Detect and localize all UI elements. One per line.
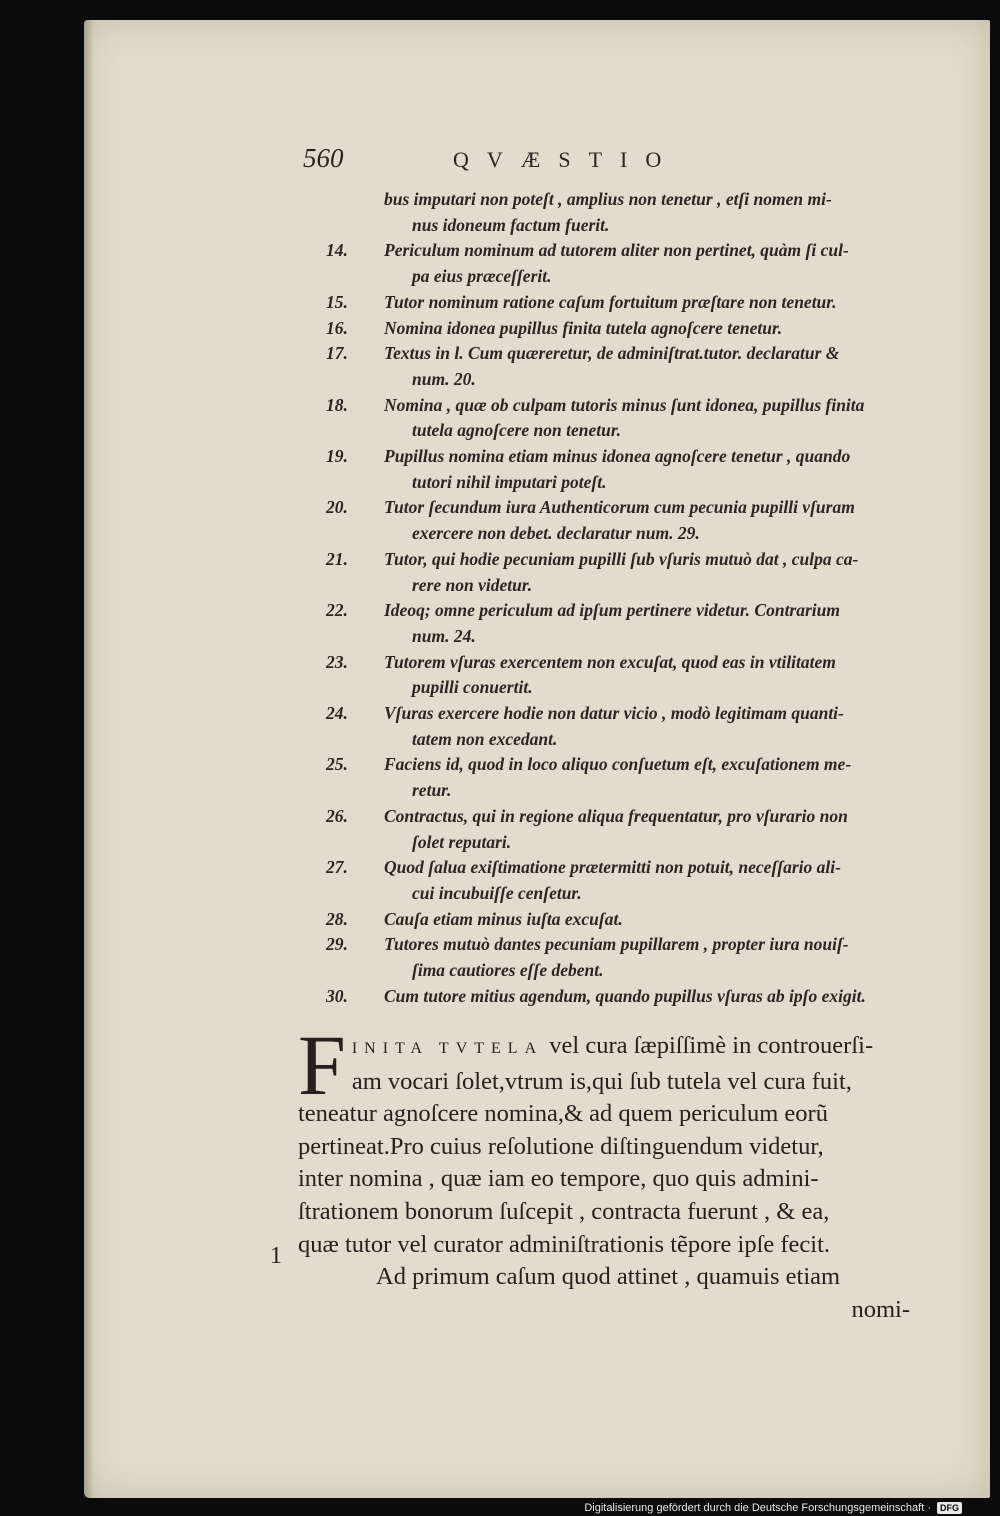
page-header [303,143,943,177]
summary-item [322,855,927,881]
summary-item-text: Tutor nominum ratione caſum fortuitum præſtare non tenetur. [384,291,837,312]
summary-item-number: 24. [326,703,348,724]
page-edge-shadow [84,20,94,1498]
body-text [298,1017,918,1326]
summary-item-number: 23. [326,651,348,672]
summary-item-number: 21. [326,548,348,569]
summary-item-text: Cum tutore mitius agendum, quando pupillus vſuras ab ipſo exigit. [384,985,866,1006]
summary-item [322,778,927,804]
paragraph-2-line: Ad primum caſum quod attinet , quamuis etiam [376,1263,841,1291]
summary-item-number: 17. [326,343,348,364]
summary-item-text: pupilli conuertit. [412,677,533,698]
summary-item-text: Tutor ſecundum iura Authenticorum cum pecunia pupilli vſuram [384,497,855,518]
summary-item [322,264,927,290]
summary-item-number: 27. [326,857,348,878]
summary-item-number [322,778,384,804]
summary-item [322,907,927,933]
body-line-3: teneatur agnoſcere nomina,& ad quem periculum eorũ [298,1100,828,1128]
summary-item-text: pa eius præceſſerit. [412,266,552,287]
summary-item-text: bus imputari non poteſt , amplius non tenetur , etſi nomen mi- [384,189,832,209]
summary-item [322,958,927,984]
summary-item-text: retur. [412,780,452,801]
summary-item [322,830,927,856]
summary-item [322,290,927,316]
body-line-7: quæ tutor vel curator adminiſtrationis tẽpore ipſe fecit. [298,1230,831,1258]
summary-item-text: rere non videtur. [412,574,533,595]
body-line-5: inter nomina , quæ iam eo tempore, quo quis admini- [298,1165,819,1193]
summary-item-text: Ideoq; omne periculum ad ipſum pertinere videtur. Contrarium [384,600,841,621]
summary-item-text: Periculum nominum ad tutorem aliter non pertinet, quàm ſi cul- [384,240,849,261]
summary-item [322,367,927,393]
summary-item-number: 30. [326,985,348,1006]
footer-credit-text: Digitalisierung gefördert durch die Deutsche Forschungsgemeinschaft · [584,1502,931,1514]
body-line-1-text: vel cura ſæpiſſimè in controuerſi- [543,1032,874,1059]
summary-item-text: Pupillus nomina etiam minus idonea agnoſcere tenetur , quando [384,446,851,467]
summary-item-text: Nomina idonea pupillus finita tutela agnoſcere tenetur. [384,317,783,338]
summary-item-text: Vſuras exercere hodie non datur vicio , modò legitimam quanti- [384,703,844,724]
summary-item [322,804,927,830]
summary-item-number [322,727,384,753]
summary-item-text: cui incubuiſſe cenſetur. [412,882,582,903]
summary-item-number [322,521,384,547]
summary-item [322,650,927,676]
summary-item-text: num. 20. [412,368,476,389]
summary-item [322,470,927,496]
summary-item-text: num. 24. [412,625,476,646]
body-line-6: ſtrationem bonorum ſuſcepit , contracta fuerunt , & ea, [298,1197,830,1225]
summary-item [322,316,927,342]
summary-item [322,752,927,778]
summary-item [322,444,927,470]
page-number: 560 [303,143,344,173]
summary-item-number [322,213,384,239]
footer-credit [584,1502,962,1514]
summary-item-number: 14. [326,240,348,261]
marginal-number: 1 [270,1243,282,1269]
summary-item [322,984,927,1010]
drop-cap: F [298,1017,346,1113]
summary-item-number [322,367,384,393]
summary-item [322,495,927,521]
summary-item-number: 29. [326,934,348,955]
summary-item-text: nus idoneum factum fuerit. [412,214,610,235]
summary-item [322,881,927,907]
summary-item-number [322,187,384,213]
catchword: nomi- [851,1295,910,1323]
body-line-2: am vocari ſolet,vtrum is,qui ſub tutela vel cura fuit, [351,1067,852,1095]
running-title: QVÆSTIO [453,147,680,172]
summary-item [322,238,927,264]
summary-item [322,727,927,753]
summary-item-number [322,675,384,701]
summary-item [322,187,927,213]
summary-item-number [322,624,384,650]
summary-item-number [322,418,384,444]
summary-list [322,187,927,1010]
summary-item [322,675,927,701]
summary-item-text: Nomina , quæ ob culpam tutoris minus ſunt idonea, pupillus finita [384,394,865,415]
summary-item [322,213,927,239]
body-line-1 [298,1030,918,1066]
summary-item-text: exercere non debet. declaratur num. 29. [412,523,700,544]
summary-item-number [322,958,384,984]
summary-item-number: 22. [326,600,348,621]
summary-item-text: Cauſa etiam minus iuſta excuſat. [384,908,623,929]
summary-item-text: Tutorem vſuras exercentem non excuſat, quod eas in vtilitatem [384,651,836,672]
summary-item [322,521,927,547]
summary-item-number: 20. [326,497,348,518]
summary-item [322,393,927,419]
summary-item-text: Quod ſalua exiſtimatione prætermitti non potuit, neceſſario ali- [384,857,841,878]
summary-item-number: 25. [326,754,348,775]
summary-item [322,418,927,444]
summary-item-text: ſolet reputari. [412,831,512,852]
body-line-4: pertineat.Pro cuius reſolutione diſtinguendum videtur, [298,1132,824,1160]
summary-item [322,573,927,599]
summary-item-text: Textus in l. Cum quæreretur, de adminiſtrat.tutor. declaratur & [384,343,840,364]
summary-item-text: tutori nihil imputari poteſt. [412,471,607,492]
summary-item [322,701,927,727]
summary-item-number [322,830,384,856]
summary-item-number [322,573,384,599]
summary-item [322,341,927,367]
summary-item-number: 15. [326,291,348,312]
summary-item [322,598,927,624]
summary-item-number: 16. [326,317,348,338]
dfg-logo: DFG [937,1502,962,1514]
summary-item-text: Contractus, qui in regione aliqua frequentatur, pro vſurario non [384,805,848,826]
summary-item-number [322,881,384,907]
summary-item-number: 19. [326,446,348,467]
summary-item-number [322,264,384,290]
summary-item-text: Tutor, qui hodie pecuniam pupilli ſub vſuris mutuò dat , culpa ca- [384,548,859,569]
summary-item-number [322,470,384,496]
summary-item-number: 26. [326,805,348,826]
summary-item-text: Faciens id, quod in loco aliquo conſuetum eſt, excuſationem me- [384,754,852,775]
summary-item-number: 18. [326,394,348,415]
summary-item-text: tatem non excedant. [412,728,558,749]
summary-item-number: 28. [326,908,348,929]
summary-item-text: ſima cautiores eſſe debent. [412,960,604,981]
summary-item [322,932,927,958]
summary-item-text: Tutores mutuò dantes pecuniam pupillarem , propter iura nouiſ- [384,934,849,955]
summary-item [322,547,927,573]
summary-item-text: tutela agnoſcere non tenetur. [412,420,622,441]
summary-item [322,624,927,650]
opening-smallcaps: INITA TVTELA [351,1040,544,1057]
